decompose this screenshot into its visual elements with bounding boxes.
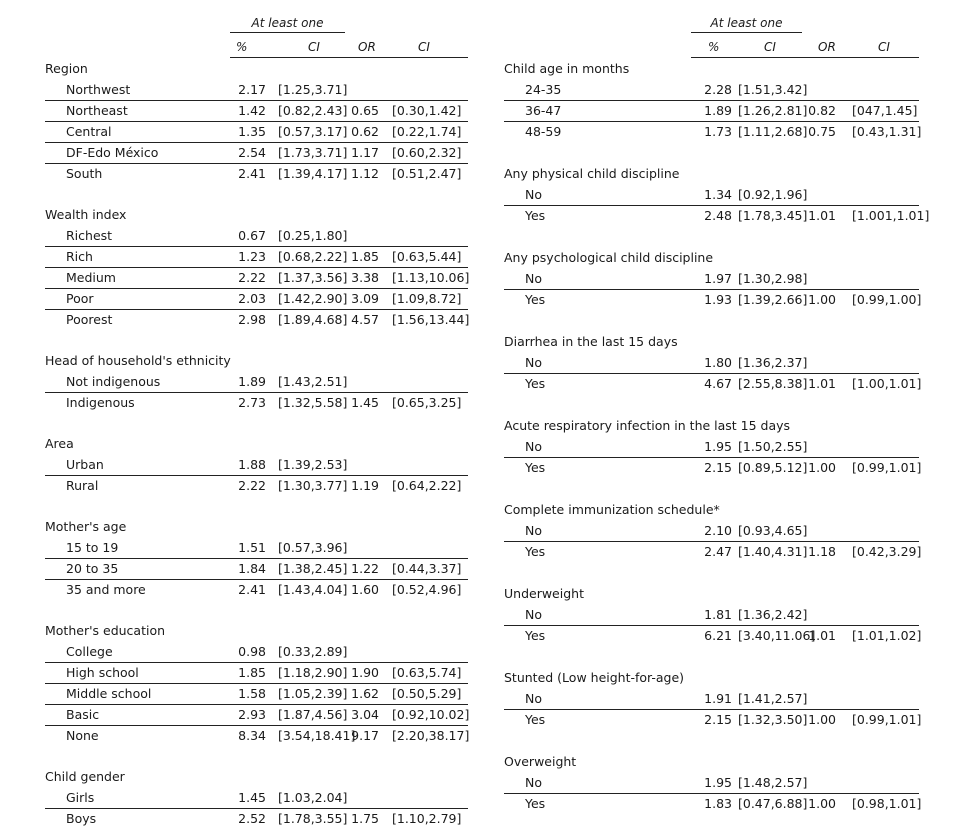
row-ci: [0.68,2.22] <box>278 249 348 264</box>
row-ci: [1.18,2.90] <box>278 665 348 680</box>
row-label: No <box>525 355 542 370</box>
section-title: Region <box>45 61 88 76</box>
table-row <box>45 787 468 809</box>
table-row <box>504 709 922 730</box>
table-row <box>45 121 468 143</box>
row-pct: 1.83 <box>704 796 732 811</box>
table-row <box>45 808 468 829</box>
table-row <box>504 121 922 142</box>
row-ci: [1.26,2.81] <box>738 103 808 118</box>
row-ci: [0.82,2.43] <box>278 103 348 118</box>
row-pct: 2.98 <box>238 312 266 327</box>
row-ci: [1.40,4.31] <box>738 544 808 559</box>
row-pct: 2.17 <box>238 82 266 97</box>
row-pct: 2.22 <box>238 270 266 285</box>
row-ci-or: [0.65,3.25] <box>392 395 462 410</box>
row-ci: [1.36,2.42] <box>738 607 808 622</box>
table-row <box>504 793 922 814</box>
row-ci: [1.50,2.55] <box>738 439 808 454</box>
row-label: Richest <box>66 228 113 243</box>
row-pct: 2.52 <box>238 811 266 826</box>
row-pct: 2.28 <box>704 82 732 97</box>
row-label: Middle school <box>66 686 152 701</box>
table-row <box>45 163 468 184</box>
row-pct: 1.88 <box>238 457 266 472</box>
row-label: Yes <box>525 460 546 475</box>
table-row <box>45 641 468 663</box>
row-ci-or: [0.99,1.00] <box>852 292 922 307</box>
row-or: 4.57 <box>351 312 379 327</box>
row-ci: [1.30,3.77] <box>278 478 348 493</box>
section-title: Mother's age <box>45 519 127 534</box>
table-row <box>45 392 468 413</box>
row-pct: 1.51 <box>238 540 266 555</box>
table-row <box>45 537 468 559</box>
table-row <box>504 352 919 374</box>
header-rule <box>691 57 919 58</box>
row-pct: 6.21 <box>704 628 732 643</box>
row-label: No <box>525 691 542 706</box>
row-or: 1.75 <box>351 811 379 826</box>
row-ci-or: [0.63,5.74] <box>392 665 462 680</box>
row-pct: 2.10 <box>704 523 732 538</box>
row-label: Rural <box>66 478 99 493</box>
row-label: No <box>525 187 542 202</box>
row-label: Yes <box>525 292 546 307</box>
row-label: Poorest <box>66 312 113 327</box>
row-ci: [1.32,5.58] <box>278 395 348 410</box>
row-or: 1.60 <box>351 582 379 597</box>
row-or: 1.18 <box>808 544 836 559</box>
row-or: 1.00 <box>808 712 836 727</box>
row-or: 1.17 <box>351 145 379 160</box>
table-row <box>504 541 922 562</box>
row-pct: 2.22 <box>238 478 266 493</box>
section-title: Diarrhea in the last 15 days <box>504 334 678 349</box>
row-or: 1.00 <box>808 460 836 475</box>
row-label: Not indigenous <box>66 374 161 389</box>
row-pct: 0.98 <box>238 644 266 659</box>
table-row <box>504 79 919 101</box>
row-ci: [0.57,3.17] <box>278 124 348 139</box>
row-ci: [1.39,2.53] <box>278 457 348 472</box>
row-ci: [0.92,1.96] <box>738 187 808 202</box>
row-pct: 2.47 <box>704 544 732 559</box>
row-ci: [1.41,2.57] <box>738 691 808 706</box>
row-label: High school <box>66 665 139 680</box>
row-label: Yes <box>525 544 546 559</box>
header-ci: CI <box>308 40 320 54</box>
row-label: None <box>66 728 99 743</box>
row-pct: 2.41 <box>238 582 266 597</box>
table-row <box>45 371 468 393</box>
row-ci: [1.48,2.57] <box>738 775 808 790</box>
row-label: No <box>525 271 542 286</box>
table-row <box>504 436 919 458</box>
row-ci: [1.30,2.98] <box>738 271 808 286</box>
row-or: 1.85 <box>351 249 379 264</box>
table-row <box>504 268 919 290</box>
row-or: 1.62 <box>351 686 379 701</box>
row-pct: 1.35 <box>238 124 266 139</box>
row-ci-or: [047,1.45] <box>852 103 918 118</box>
row-pct: 0.67 <box>238 228 266 243</box>
row-label: 36-47 <box>525 103 562 118</box>
row-ci-or: [0.42,3.29] <box>852 544 922 559</box>
row-ci: [1.39,2.66] <box>738 292 808 307</box>
table-row <box>504 373 922 394</box>
row-ci: [1.78,3.45] <box>738 208 808 223</box>
header-ci-or: CI <box>418 40 430 54</box>
row-ci: [1.89,4.68] <box>278 312 348 327</box>
row-ci-or: [0.30,1.42] <box>392 103 462 118</box>
row-ci-or: [0.52,4.96] <box>392 582 462 597</box>
table-row <box>45 683 468 705</box>
row-ci-or: [1.001,1.01] <box>852 208 930 223</box>
row-ci: [1.11,2.68] <box>738 124 808 139</box>
row-ci: [3.40,11.06] <box>738 628 816 643</box>
row-ci: [0.47,6.88] <box>738 796 808 811</box>
row-pct: 1.73 <box>704 124 732 139</box>
row-pct: 1.93 <box>704 292 732 307</box>
row-pct: 1.80 <box>704 355 732 370</box>
row-pct: 1.91 <box>704 691 732 706</box>
section-title: Stunted (Low height-for-age) <box>504 670 685 685</box>
row-label: No <box>525 775 542 790</box>
row-ci-or: [0.64,2.22] <box>392 478 462 493</box>
table-row <box>45 267 468 289</box>
row-pct: 1.95 <box>704 439 732 454</box>
table-row <box>45 662 468 684</box>
row-ci-or: [1.09,8.72] <box>392 291 462 306</box>
row-label: 20 to 35 <box>66 561 119 576</box>
header-group-label: At least one <box>691 16 802 33</box>
header-ci: CI <box>764 40 776 54</box>
section-title: Complete immunization schedule* <box>504 502 720 517</box>
row-label: Yes <box>525 376 546 391</box>
row-ci-or: [2.20,38.17] <box>392 728 470 743</box>
row-label: Boys <box>66 811 97 826</box>
row-ci-or: [1.10,2.79] <box>392 811 462 826</box>
row-ci: [2.55,8.38] <box>738 376 808 391</box>
row-pct: 1.23 <box>238 249 266 264</box>
table-row <box>504 520 919 542</box>
row-label: Rich <box>66 249 93 264</box>
table-row <box>45 558 468 580</box>
row-label: 48-59 <box>525 124 562 139</box>
row-label: Urban <box>66 457 104 472</box>
row-or: 0.62 <box>351 124 379 139</box>
row-ci: [1.87,4.56] <box>278 707 348 722</box>
section-title: Child age in months <box>504 61 630 76</box>
row-ci-or: [0.63,5.44] <box>392 249 462 264</box>
row-or: 0.75 <box>808 124 836 139</box>
row-label: Northwest <box>66 82 131 97</box>
section-title: Child gender <box>45 769 125 784</box>
row-or: 1.45 <box>351 395 379 410</box>
row-or: 9.17 <box>351 728 379 743</box>
row-ci-or: [1.01,1.02] <box>852 628 922 643</box>
row-ci: [0.33,2.89] <box>278 644 348 659</box>
table-row <box>504 184 919 206</box>
section-title: Wealth index <box>45 207 127 222</box>
row-pct: 2.73 <box>238 395 266 410</box>
row-or: 1.12 <box>351 166 379 181</box>
row-or: 3.04 <box>351 707 379 722</box>
table-row <box>504 604 919 626</box>
row-ci-or: [0.50,5.29] <box>392 686 462 701</box>
row-pct: 1.45 <box>238 790 266 805</box>
row-or: 1.01 <box>808 208 836 223</box>
row-pct: 2.03 <box>238 291 266 306</box>
row-label: 35 and more <box>66 582 146 597</box>
row-ci-or: [0.43,1.31] <box>852 124 922 139</box>
row-ci: [1.51,3.42] <box>738 82 808 97</box>
section-title: Any psychological child discipline <box>504 250 714 265</box>
row-ci: [0.93,4.65] <box>738 523 808 538</box>
table-row <box>45 142 468 164</box>
table-row <box>45 79 468 101</box>
row-ci-or: [0.44,3.37] <box>392 561 462 576</box>
table-row <box>504 205 930 226</box>
row-ci-or: [1.56,13.44] <box>392 312 470 327</box>
row-ci: [3.54,18.41] <box>278 728 356 743</box>
table-row <box>45 246 468 268</box>
row-pct: 1.95 <box>704 775 732 790</box>
row-label: College <box>66 644 113 659</box>
table-row <box>45 725 468 746</box>
section-title: Mother's education <box>45 623 166 638</box>
row-pct: 1.58 <box>238 686 266 701</box>
row-ci: [0.57,3.96] <box>278 540 348 555</box>
table-row <box>504 772 919 794</box>
row-or: 1.00 <box>808 796 836 811</box>
row-label: South <box>66 166 103 181</box>
table-row <box>45 475 468 496</box>
section-title: Underweight <box>504 586 584 601</box>
row-pct: 2.48 <box>704 208 732 223</box>
row-ci: [1.32,3.50] <box>738 712 808 727</box>
row-pct: 1.97 <box>704 271 732 286</box>
row-label: No <box>525 607 542 622</box>
row-pct: 1.81 <box>704 607 732 622</box>
row-label: Basic <box>66 707 100 722</box>
header-rule <box>230 57 468 58</box>
row-label: Yes <box>525 208 546 223</box>
table-row <box>45 225 468 247</box>
row-ci: [1.73,3.71] <box>278 145 348 160</box>
table-row <box>504 100 919 122</box>
row-ci-or: [0.98,1.01] <box>852 796 922 811</box>
row-pct: 8.34 <box>238 728 266 743</box>
row-ci-or: [0.99,1.01] <box>852 460 922 475</box>
row-ci: [0.89,5.12] <box>738 460 808 475</box>
row-pct: 1.85 <box>238 665 266 680</box>
row-pct: 1.89 <box>238 374 266 389</box>
row-or: 1.90 <box>351 665 379 680</box>
row-pct: 2.41 <box>238 166 266 181</box>
row-or: 1.00 <box>808 292 836 307</box>
table-row <box>45 309 468 330</box>
row-ci: [1.42,2.90] <box>278 291 348 306</box>
row-or: 3.38 <box>351 270 379 285</box>
row-label: Medium <box>66 270 116 285</box>
table-row <box>45 454 468 476</box>
row-pct: 1.34 <box>704 187 732 202</box>
section-title: Acute respiratory infection in the last 15 days <box>504 418 791 433</box>
row-label: No <box>525 439 542 454</box>
table-row <box>45 704 468 726</box>
header-or: OR <box>358 40 376 54</box>
row-ci: [1.43,4.04] <box>278 582 348 597</box>
row-pct: 2.15 <box>704 460 732 475</box>
row-ci-or: [0.22,1.74] <box>392 124 462 139</box>
row-ci: [0.25,1.80] <box>278 228 348 243</box>
row-pct: 2.15 <box>704 712 732 727</box>
row-ci-or: [0.60,2.32] <box>392 145 462 160</box>
section-title: Any physical child discipline <box>504 166 680 181</box>
row-label: Yes <box>525 712 546 727</box>
row-ci: [1.39,4.17] <box>278 166 348 181</box>
row-label: Northeast <box>66 103 128 118</box>
row-ci: [1.37,3.56] <box>278 270 348 285</box>
header-ci-or: CI <box>878 40 890 54</box>
row-pct: 1.84 <box>238 561 266 576</box>
table-row <box>45 100 468 122</box>
header-pct: % <box>236 40 248 54</box>
row-ci: [1.43,2.51] <box>278 374 348 389</box>
header-or: OR <box>818 40 836 54</box>
table-row <box>45 579 468 600</box>
row-ci: [1.38,2.45] <box>278 561 348 576</box>
row-label: Poor <box>66 291 94 306</box>
row-ci: [1.36,2.37] <box>738 355 808 370</box>
row-or: 1.22 <box>351 561 379 576</box>
row-ci: [1.78,3.55] <box>278 811 348 826</box>
table-row <box>504 688 919 710</box>
row-label: Indigenous <box>66 395 135 410</box>
row-ci-or: [1.13,10.06] <box>392 270 470 285</box>
row-pct: 1.42 <box>238 103 266 118</box>
table-row <box>504 289 922 310</box>
row-ci: [1.05,2.39] <box>278 686 348 701</box>
header-group-label: At least one <box>230 16 345 33</box>
row-ci: [1.25,3.71] <box>278 82 348 97</box>
row-label: Yes <box>525 628 546 643</box>
row-pct: 2.93 <box>238 707 266 722</box>
row-pct: 2.54 <box>238 145 266 160</box>
row-ci-or: [1.00,1.01] <box>852 376 922 391</box>
row-label: No <box>525 523 542 538</box>
section-title: Area <box>45 436 74 451</box>
row-ci-or: [0.99,1.01] <box>852 712 922 727</box>
row-or: 0.82 <box>808 103 836 118</box>
row-or: 1.19 <box>351 478 379 493</box>
row-ci-or: [0.92,10.02] <box>392 707 470 722</box>
section-title: Overweight <box>504 754 577 769</box>
row-or: 0.65 <box>351 103 379 118</box>
row-pct: 4.67 <box>704 376 732 391</box>
row-label: 15 to 19 <box>66 540 119 555</box>
row-pct: 1.89 <box>704 103 732 118</box>
row-or: 1.01 <box>808 376 836 391</box>
header-pct: % <box>708 40 720 54</box>
section-title: Head of household's ethnicity <box>45 353 231 368</box>
row-or: 1.01 <box>808 628 836 643</box>
row-ci: [1.03,2.04] <box>278 790 348 805</box>
row-label: Central <box>66 124 112 139</box>
table-row <box>504 625 922 646</box>
row-label: 24-35 <box>525 82 562 97</box>
row-label: Yes <box>525 796 546 811</box>
row-ci-or: [0.51,2.47] <box>392 166 462 181</box>
row-label: Girls <box>66 790 95 805</box>
table-row <box>45 288 468 310</box>
row-label: DF-Edo México <box>66 145 159 160</box>
row-or: 3.09 <box>351 291 379 306</box>
table-row <box>504 457 922 478</box>
